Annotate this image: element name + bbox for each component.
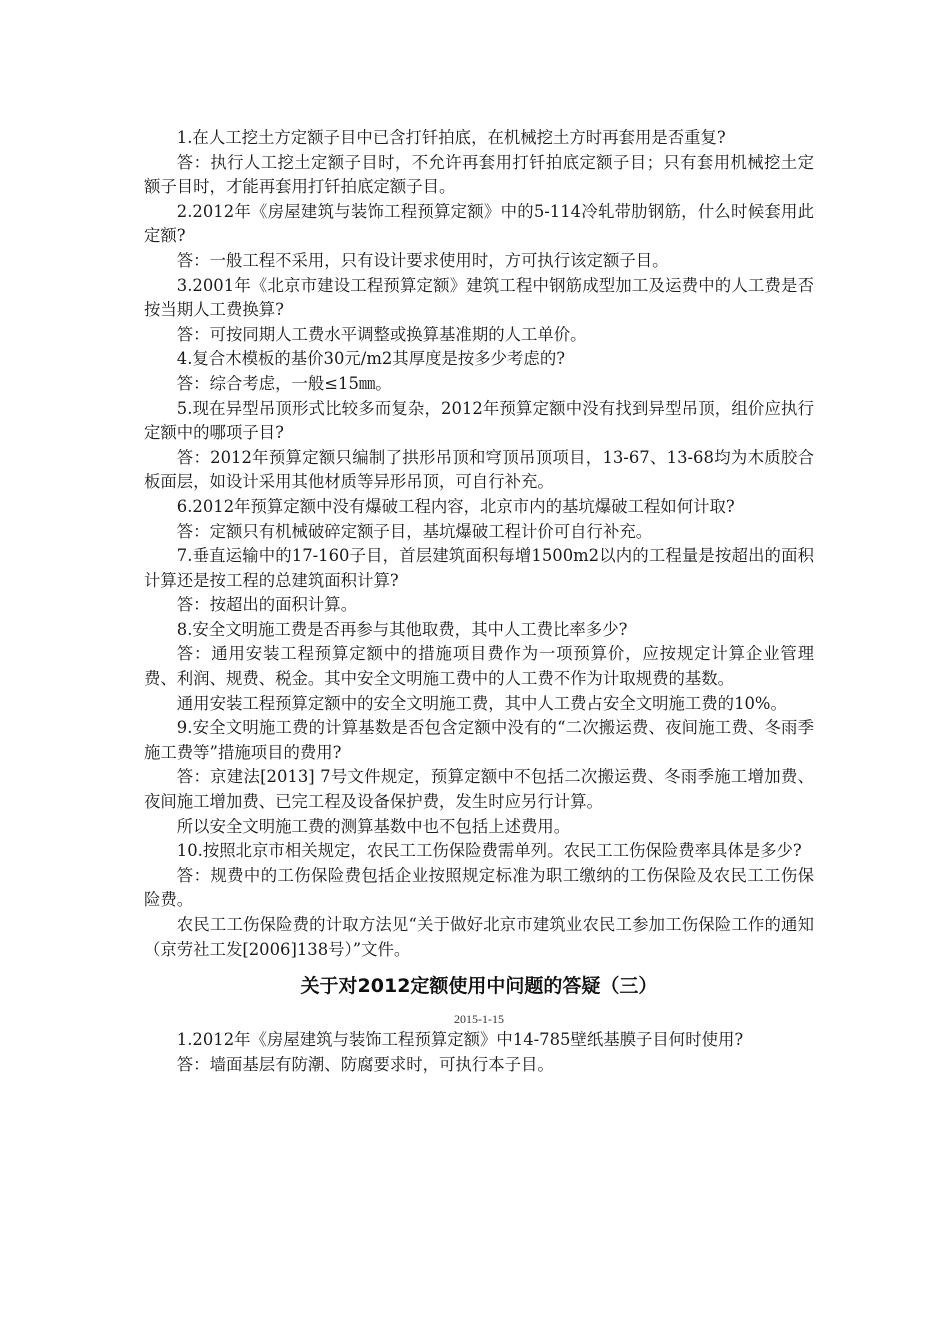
qa-section-2: [144, 1028, 814, 1077]
answer-9-continued: 所以安全文明施工费的测算基数中也不包括上述费用。: [176, 816, 571, 836]
answer-5: 答：2012年预算定额只编制了拱形吊顶和穹顶吊顶项目，13-67、13-68均为木质胶合板面层，如设计采用其他材质等异形吊顶，可自行补充。: [144, 447, 814, 492]
answer-6: 答：定额只有机械破碎定额子目，基坑爆破工程计价可自行补充。: [176, 521, 653, 541]
question-3: 3.2001年《北京市建设工程预算定额》建筑工程中钢筋成型加工及运费中的人工费是否按当期人工费换算?: [144, 275, 814, 320]
question-4: 4.复合木模板的基价30元/m2其厚度是按多少考虑的?: [176, 349, 565, 369]
question-10: 10.按照北京市相关规定，农民工工伤保险费需单列。农民工工伤保险费率具体是多少?: [176, 841, 802, 861]
document-body: [144, 126, 814, 1077]
section-date: 2015-1-15: [454, 1012, 504, 1027]
question-2: 2.2012年《房屋建筑与装饰工程预算定额》中的5-114冷轧带肋钢筋，什么时候套用此定额?: [144, 201, 814, 246]
answer-1: 答：执行人工挖土定额子目时，不允许再套用打钎拍底定额子目；只有套用机械挖土定额子目时，才能再套用打钎拍底定额子目。: [144, 152, 814, 197]
answer-7: 答：按超出的面积计算。: [176, 595, 358, 615]
question-8: 8.安全文明施工费是否再参与其他取费，其中人工费比率多少?: [176, 619, 628, 639]
section-heading: 关于对2012定额使用中问题的答疑（三）: [300, 975, 658, 998]
answer-4: 答：综合考虑，一般≤15㎜。: [176, 373, 392, 393]
answer-8-continued: 通用安装工程预算定额中的安全文明施工费，其中人工费占安全文明施工费的10%。: [176, 693, 787, 713]
question-5: 5.现在异型吊顶形式比较多而复杂，2012年预算定额中没有找到异型吊顶，组价应执行定额中的哪项子目?: [144, 398, 814, 443]
question-6: 6.2012年预算定额中没有爆破工程内容，北京市内的基坑爆破工程如何计取?: [176, 496, 735, 516]
answer-9: 答：京建法[2013] 7号文件规定，预算定额中不包括二次搬运费、冬雨季施工增加费、夜间施工增加费、已完工程及设备保护费，发生时应另行计算。: [144, 767, 814, 812]
answer-3: 答：可按同期人工费水平调整或换算基准期的人工单价。: [176, 324, 587, 344]
qa-section-1: [144, 126, 814, 962]
answer-2: 答：一般工程不采用，只有设计要求使用时，方可执行该定额子目。: [176, 250, 669, 270]
section2-question-1: 1.2012年《房屋建筑与装饰工程预算定额》中14-785壁纸基膜子目何时使用?: [176, 1030, 744, 1050]
question-7: 7.垂直运输中的17-160子目，首层建筑面积每增1500m2以内的工程量是按超出的面积计算还是按工程的总建筑面积计算?: [144, 546, 814, 590]
section2-answer-1: 答：墙面基层有防潮、防腐要求时，可执行本子目。: [176, 1054, 554, 1074]
answer-10: 答：规费中的工伤保险费包括企业按照规定标准为职工缴纳的工伤保险及农民工工伤保险费。: [144, 865, 814, 910]
question-1: 1.在人工挖土方定额子目中已含打钎拍底，在机械挖土方时再套用是否重复?: [176, 128, 726, 147]
question-9: 9.安全文明施工费的计算基数是否包含定额中没有的“二次搬运费、夜间施工费、冬雨季施工费等”措施项目的费用?: [144, 718, 814, 762]
answer-8: 答：通用安装工程预算定额中的措施项目费作为一项预算价，应按规定计算企业管理费、利润、规费、税金。其中安全文明施工费中的人工费不作为计取规费的基数。: [144, 644, 814, 689]
answer-10-continued: 农民工工伤保险费的计取方法见“关于做好北京市建筑业农民工参加工伤保险工作的通知（京劳社工发[2006]138号）”文件。: [144, 915, 814, 959]
